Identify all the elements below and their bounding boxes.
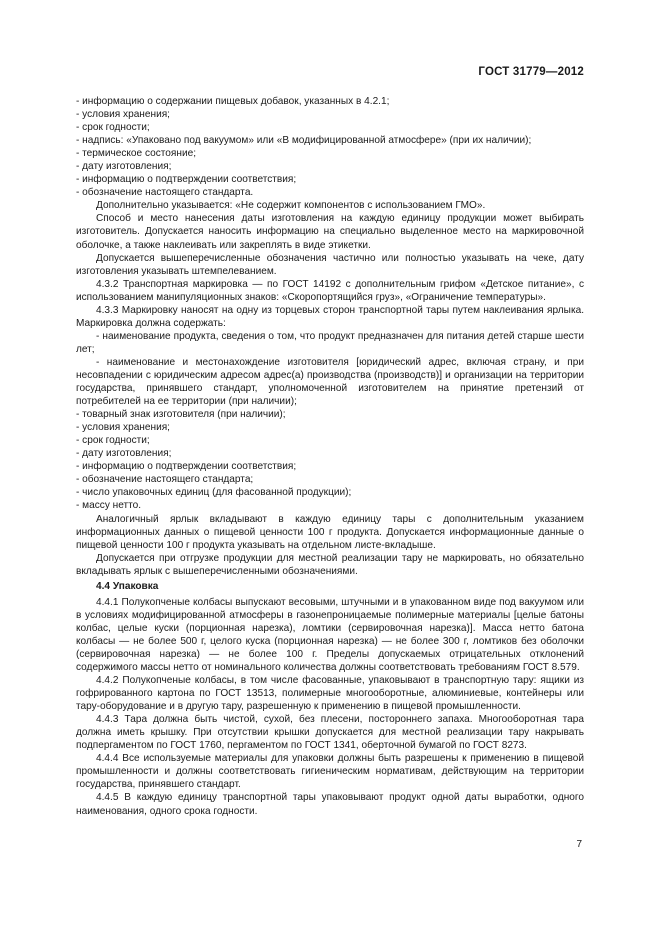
paragraph: - обозначение настоящего стандарта.	[76, 187, 254, 199]
paragraph: 4.4.5 В каждую единицу транспортной тары упаковывают продукт одной даты выработки, одного наименования, одного срока годности.	[76, 792, 584, 817]
paragraph: - срок годности;	[76, 435, 150, 447]
paragraph: Допускается при отгрузке продукции для местной реализации тару не маркировать, но обязательно вкладывать ярлык с вышеперечисленными обозначениями.	[76, 552, 584, 577]
paragraph: - дату изготовления;	[76, 161, 172, 173]
paragraph: Аналогичный ярлык вкладывают в каждую единицу тары с дополнительным указанием информационных данных о пищевой ценности 100 г продукта. Допускается информационные данные о пищевой ценности 100 г продукта указывать на отдельном листе-вкладыше.	[76, 513, 584, 551]
paragraph: 4.3.3 Маркировку наносят на одну из торцевых сторон транспортной тары путем наклеивания ярлыка. Маркировка должна содержать:	[76, 304, 584, 329]
paragraph: - наименование продукта, сведения о том, что продукт предназначен для питания детей старше шести лет;	[76, 330, 584, 355]
paragraph: 4.4.3 Тара должна быть чистой, сухой, без плесени, постороннего запаха. Многооборотная тара должна иметь крышку. При отсутствии крышки допускается для местной реализации тару накрывать подпергаментом по ГОСТ 1760, пергаментом по ГОСТ 1341, оберточной бумагой по ГОСТ 8273.	[76, 714, 584, 752]
section-heading: 4.4 Упаковка	[96, 580, 159, 592]
paragraph: - срок годности;	[76, 122, 150, 134]
paragraph: - обозначение настоящего стандарта;	[76, 474, 254, 486]
paragraph: - массу нетто.	[76, 500, 142, 512]
document-header: ГОСТ 31779—2012	[478, 66, 584, 78]
paragraph: - информацию о подтверждении соответствия;	[76, 174, 297, 186]
paragraph: 4.4.2 Полукопченые колбасы, в том числе фасованные, упаковывают в транспортную тару: ящики из гофрированного картона по ГОСТ 13513, полимерные многооборотные, алюминиевые, контейнеры или тару-оборудование и в другую тару, разрешенную к применению в пищевой промышленности.	[76, 675, 584, 713]
page-number: 7	[576, 839, 582, 850]
paragraph: 4.3.2 Транспортная маркировка — по ГОСТ 14192 с дополнительным грифом «Детское питание», с использованием манипуляционных знаков: «Скоропортящийся груз», «Ограничение температуры».	[76, 278, 584, 303]
paragraph: - наименование и местонахождение изготовителя [юридический адрес, включая страну, и при несовпадении с юридическим адресом адрес(а) производства (производств)] и организации на территории государства, принявшего стандарт, уполномоченной изготовителем на принятие претензий от потребителей на ее территории (при наличии);	[76, 356, 584, 408]
paragraph: - надпись: «Упаковано под вакуумом» или «В модифицированной атмосфере» (при их наличии);	[76, 135, 532, 147]
paragraph: - условия хранения;	[76, 422, 170, 434]
paragraph: - условия хранения;	[76, 109, 170, 121]
paragraph: 4.4.1 Полукопченые колбасы выпускают весовыми, штучными и в упакованном виде под вакуумом или в условиях модифицированной атмосферы в газонепроницаемые полимерные материалы [целые батоны колбас, целые куски (порционная нарезка), ломтики (сервировочная нарезка)]. Масса нетто батона колбасы — не более 500 г, целого куска (порционная нарезка) — не более 300 г, ломтиков без оболочки (сервировочная нарезка) — не более 100 г. Пределы допускаемых отрицательных отклонений содержимого массы нетто от номинального количества должны соответствовать требованиям ГОСТ 8.579.	[76, 596, 584, 674]
paragraph: Допускается вышеперечисленные обозначения частично или полностью указывать на чеке, дату изготовления указывать штемпелеванием.	[76, 252, 584, 277]
paragraph: - термическое состояние;	[76, 148, 197, 160]
paragraph: Дополнительно указывается: «Не содержит компонентов с использованием ГМО».	[96, 200, 486, 212]
paragraph: 4.4.4 Все используемые материалы для упаковки должны быть разрешены к применению в пищевой промышленности и должны соответствовать гигиеническим нормативам, действующим на территории государства, принявшего стандарт.	[76, 753, 584, 791]
paragraph: - дату изготовления;	[76, 448, 172, 460]
paragraph: - товарный знак изготовителя (при наличии);	[76, 409, 286, 421]
paragraph: - число упаковочных единиц (для фасованной продукции);	[76, 487, 352, 499]
paragraph: Способ и место нанесения даты изготовления на каждую единицу продукции может выбирать изготовитель. Допускается наносить информацию на специально выделенное место на маркировочной оболочке, а также наклеивать или закреплять в виде этикетки.	[76, 213, 584, 251]
paragraph: - информацию о содержании пищевых добавок, указанных в 4.2.1;	[76, 96, 390, 107]
paragraph: - информацию о подтверждении соответствия;	[76, 461, 297, 473]
document-body	[76, 95, 584, 818]
